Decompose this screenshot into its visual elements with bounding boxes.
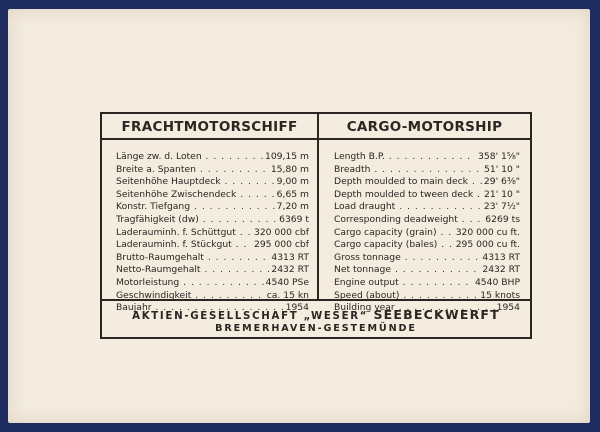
spec-value: 4540 PSe — [265, 276, 309, 288]
spec-row — [334, 164, 520, 177]
yard-name: SEEBECKWERFT — [373, 307, 500, 322]
spec-table — [100, 112, 532, 339]
spec-value: 320 000 cu ft. — [455, 226, 520, 238]
spec-row — [116, 227, 309, 240]
spec-row — [334, 151, 520, 164]
spec-label: Engine output . . . — [334, 277, 473, 290]
spec-label: Länge zw. d. Loten . . . — [116, 151, 263, 164]
spec-value: 4313 RT — [482, 251, 520, 263]
spec-row — [116, 290, 309, 303]
spec-value: 6,65 m — [276, 188, 309, 200]
spec-value: 4313 RT — [271, 251, 309, 263]
document-card — [8, 9, 590, 423]
spec-label: Corresponding deadweight . . . — [334, 214, 483, 227]
spec-value: 295 000 cbf — [253, 239, 309, 251]
spec-label: Laderauminh. f. Schüttgut . . . — [116, 227, 252, 240]
spec-value: 6269 ts — [485, 213, 520, 225]
spec-value: 29' 6³⁄₈" — [483, 176, 520, 188]
spec-label: Tragfähigkeit (dw) . . . — [116, 214, 277, 227]
spec-row — [116, 264, 309, 277]
spec-label: Motorleistung . . . — [116, 277, 264, 290]
spec-label: Depth moulded to tween deck . . . — [334, 189, 482, 202]
spec-value: 1954 — [285, 302, 309, 314]
spec-label: Breadth . . . — [334, 164, 482, 177]
spec-row — [334, 239, 520, 252]
spec-value: 7,20 m — [276, 201, 309, 213]
spec-row — [334, 189, 520, 202]
spec-value: 1954 — [496, 302, 520, 314]
spec-value: 51' 10 " — [484, 163, 520, 175]
spec-value: 21' 10 " — [484, 188, 520, 200]
spec-label: Cargo capacity (bales) . . . — [334, 239, 454, 252]
spec-label: Breite a. Spanten . . . — [116, 164, 269, 177]
spec-value: 9,00 m — [276, 176, 309, 188]
spec-label: Baujahr . . . — [116, 302, 284, 315]
spec-row — [116, 277, 309, 290]
spec-row — [334, 264, 520, 277]
spec-value: 2432 RT — [482, 264, 520, 276]
spec-label: Brutto-Raumgehalt . . . — [116, 252, 269, 265]
spec-label: Gross tonnage . . . — [334, 252, 480, 265]
spec-label: Depth moulded to main deck . . . — [334, 176, 482, 189]
company-name: AKTIEN-GESELLSCHAFT „WESER“ — [132, 311, 369, 322]
spec-label: Netto-Raumgehalt . . . — [116, 264, 269, 277]
spec-label: Cargo capacity (grain) . . . — [334, 227, 454, 240]
spec-value: 6369 t — [279, 213, 309, 225]
spec-value: 109,15 m — [264, 151, 309, 162]
column-divider — [317, 114, 319, 299]
spec-value: 23' 7¹⁄₂" — [483, 201, 520, 213]
header-divider — [102, 138, 530, 140]
spec-value: 320 000 cbf — [253, 226, 309, 238]
spec-row — [334, 277, 520, 290]
spec-row — [116, 176, 309, 189]
spec-value: 4540 BHP — [474, 276, 520, 288]
spec-label: Seitenhöhe Hauptdeck . . . — [116, 176, 275, 189]
spec-row — [116, 164, 309, 177]
spec-value: 358' 1⁵⁄₈" — [478, 151, 520, 162]
spec-row — [334, 227, 520, 240]
spec-label: Load draught . . . — [334, 201, 482, 214]
spec-row — [334, 290, 520, 303]
spec-row — [116, 189, 309, 202]
spec-row — [334, 201, 520, 214]
spec-row — [334, 176, 520, 189]
spec-label: Speed (about) . . . — [334, 290, 478, 303]
company-location: BREMERHAVEN-GESTEMÜNDE — [215, 323, 417, 334]
spec-label: Building year . . . — [334, 302, 495, 315]
spec-row — [116, 214, 309, 227]
spec-row — [116, 201, 309, 214]
spec-value: ca. 15 kn — [266, 289, 309, 301]
spec-row — [116, 239, 309, 252]
spec-label: Konstr. Tiefgang . . . — [116, 201, 275, 214]
specs-german — [116, 151, 309, 315]
specs-english — [334, 151, 520, 315]
spec-row — [334, 252, 520, 265]
spec-label: Geschwindigkeit . . . — [116, 290, 265, 303]
title-english: CARGO-MOTORSHIP — [346, 119, 503, 135]
spec-value: 15 knots — [480, 289, 520, 301]
spec-row — [116, 151, 309, 164]
spec-value: 295 000 cu ft. — [455, 239, 520, 251]
spec-label: Laderauminh. f. Stückgut . . . — [116, 239, 252, 252]
company-line — [102, 307, 530, 322]
title-german: FRACHTMOTORSCHIFF — [121, 119, 298, 135]
spec-label: Net tonnage . . . — [334, 264, 480, 277]
spec-value: 2432 RT — [271, 264, 309, 276]
spec-row — [116, 252, 309, 265]
spec-label: Length B.P. . . . — [334, 151, 476, 164]
spec-label: Seitenhöhe Zwischendeck . . . — [116, 189, 275, 202]
spec-value: 15,80 m — [270, 163, 309, 175]
spec-row — [334, 214, 520, 227]
